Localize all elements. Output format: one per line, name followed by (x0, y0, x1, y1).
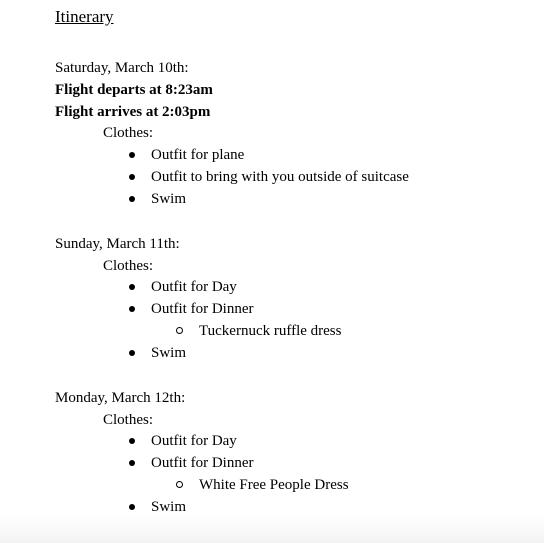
bullet-icon (129, 438, 135, 444)
list-item: Swim (151, 345, 187, 361)
sub-bullet-icon (176, 481, 183, 488)
list-item: Outfit for Day (151, 279, 237, 295)
bullet-icon (129, 196, 135, 202)
bullet-icon (129, 284, 135, 290)
bullet-icon (129, 460, 135, 466)
list-item: Outfit for Dinner (151, 455, 254, 471)
sub-list-item: White Free People Dress (199, 477, 349, 493)
day-heading-sunday: Sunday, March 11th: (55, 236, 180, 252)
list-item: Outfit for Dinner (151, 301, 254, 317)
sub-bullet-icon (176, 327, 183, 334)
page-bottom-shadow (0, 515, 544, 543)
clothes-label-monday: Clothes: (103, 412, 154, 428)
list-item: Outfit for plane (151, 147, 245, 163)
flight-arrival-note: Flight arrives at 2:03pm (55, 104, 211, 120)
sub-list-item: Tuckernuck ruffle dress (199, 323, 342, 339)
day-heading-saturday: Saturday, March 10th: (55, 60, 189, 76)
clothes-label-sunday: Clothes: (103, 258, 154, 274)
list-item: Swim (151, 499, 187, 515)
clothes-label-saturday: Clothes: (103, 125, 154, 141)
list-item: Outfit for Day (151, 433, 237, 449)
list-item: Outfit to bring with you outside of suitcase (151, 169, 409, 185)
list-item: Swim (151, 191, 187, 207)
bullet-icon (129, 504, 135, 510)
bullet-icon (129, 350, 135, 356)
bullet-icon (129, 306, 135, 312)
bullet-icon (129, 174, 135, 180)
day-heading-monday: Monday, March 12th: (55, 390, 186, 406)
bullet-icon (129, 152, 135, 158)
document-title: Itinerary (55, 7, 114, 26)
flight-departure-note: Flight departs at 8:23am (55, 82, 213, 98)
